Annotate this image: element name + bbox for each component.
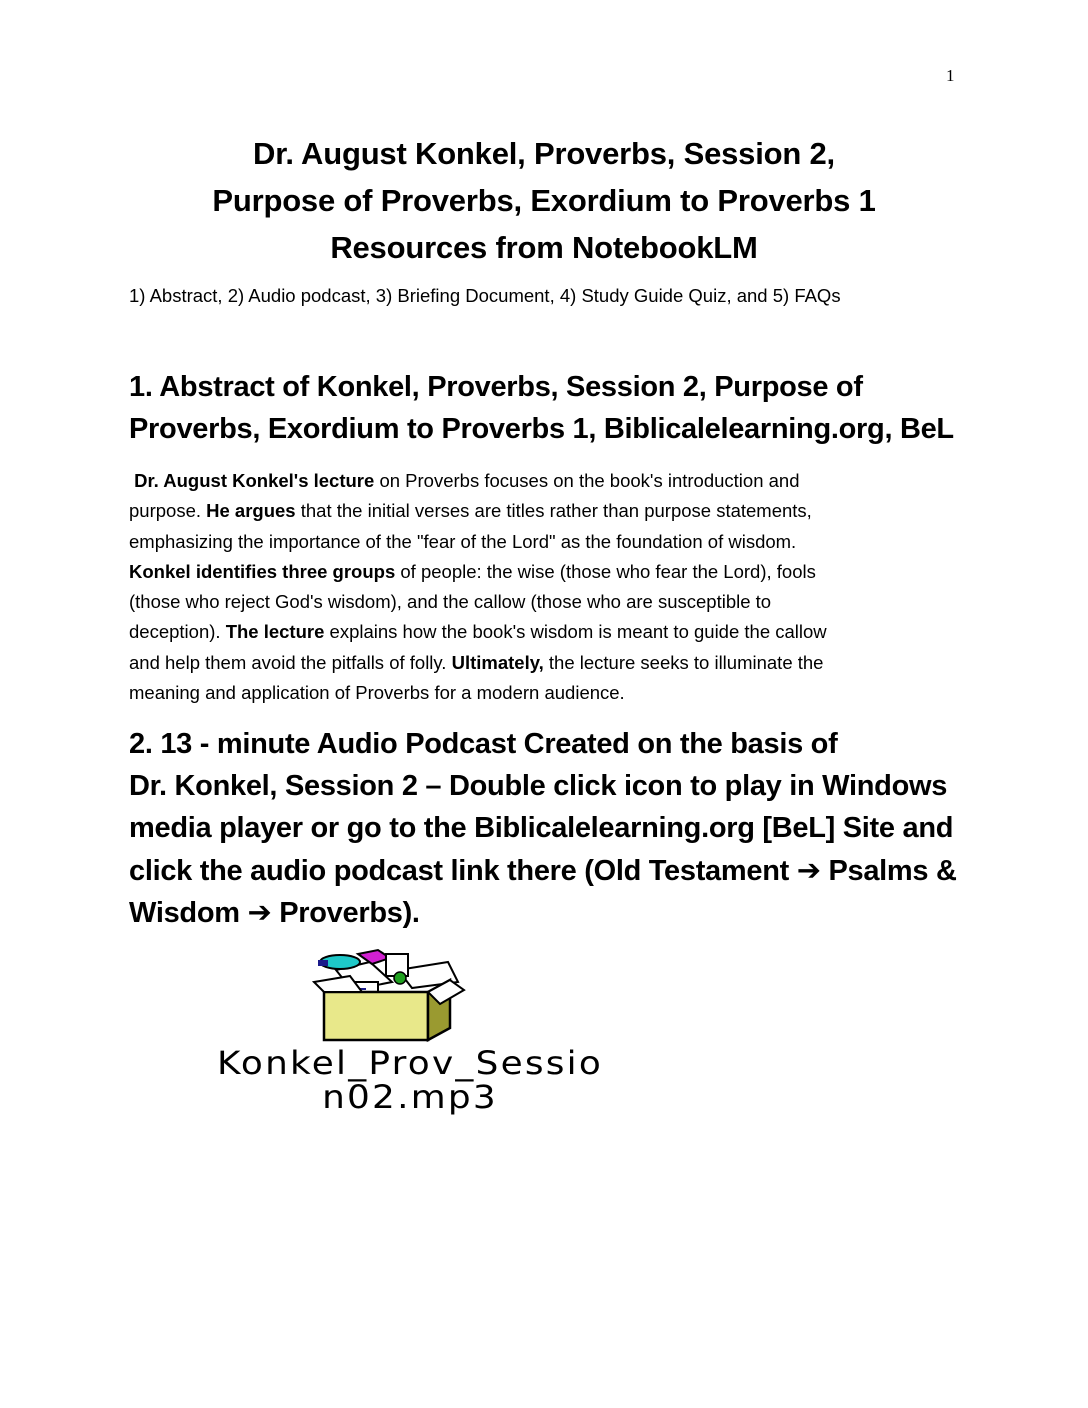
- filename-line-1: Konkel_Prov_Sessio: [216, 1044, 604, 1082]
- abstract-line: emphasizing the importance of the "fear of the Lord" as the foundation of wisdom.: [129, 530, 797, 552]
- title-line-3: Resources from NotebookLM: [330, 230, 758, 265]
- abstract-text: purpose.: [129, 500, 207, 522]
- podcast-heading-line-5: [129, 892, 959, 934]
- abstract-line: [129, 617, 959, 647]
- abstract-text: that the initial verses are titles rather than purpose statements,: [295, 500, 812, 522]
- abstract-bold: He argues: [206, 500, 296, 522]
- arrow-right-icon: ➔: [247, 896, 272, 929]
- abstract-text: the lecture seeks to illuminate the: [543, 651, 824, 673]
- abstract-bold: Ultimately,: [451, 651, 544, 673]
- abstract-heading-line-2: Proverbs, Exordium to Proverbs 1, Biblicalelearning.org, BeL: [129, 413, 954, 445]
- abstract-line: [129, 557, 959, 587]
- arrow-right-icon: ➔: [796, 854, 821, 887]
- abstract-text: deception).: [129, 621, 226, 643]
- abstract-line: [129, 496, 959, 526]
- podcast-heading-line-4: [129, 850, 959, 892]
- abstract-heading-line-1: 1. Abstract of Konkel, Proverbs, Session 2, Purpose of: [129, 371, 863, 403]
- abstract-line: (those who reject God's wisdom), and the callow (those who are susceptible to: [129, 591, 772, 613]
- abstract-text: on Proverbs focuses on the book's introduction and: [374, 470, 800, 491]
- abstract-line: [129, 648, 959, 678]
- abstract-heading: [129, 366, 959, 450]
- abstract-paragraph: [129, 466, 959, 708]
- filename-line-2: n02.mp3: [322, 1078, 498, 1116]
- podcast-text: Wisdom: [129, 896, 248, 929]
- podcast-heading-line-1: 2. 13 - minute Audio Podcast Created on the basis of: [129, 728, 838, 760]
- podcast-heading: [129, 723, 959, 934]
- abstract-bold: Konkel identifies three groups: [129, 560, 396, 582]
- abstract-text: and help them avoid the pitfalls of folly.: [129, 651, 452, 673]
- abstract-text: of people: the wise (those who fear the Lord), fools: [395, 560, 816, 582]
- attachment-filename[interactable]: [130, 1046, 690, 1114]
- resource-list: 1) Abstract, 2) Audio podcast, 3) Briefing Document, 4) Study Guide Quiz, and 5) FAQs: [129, 285, 841, 306]
- title-line-2: Purpose of Proverbs, Exordium to Proverbs 1: [212, 183, 876, 218]
- document-title: [130, 130, 958, 271]
- abstract-line: [129, 466, 959, 496]
- page-number: 1: [946, 66, 955, 85]
- podcast-heading-line-3: media player or go to the Biblicalelearning.org [BeL] Site and: [129, 812, 954, 845]
- abstract-bold: Dr. August Konkel's lecture: [134, 470, 375, 491]
- abstract-bold: The lecture: [225, 621, 325, 643]
- abstract-line: meaning and application of Proverbs for a modern audience.: [129, 682, 625, 704]
- podcast-text: Proverbs).: [271, 896, 420, 929]
- package-icon[interactable]: [300, 948, 470, 1048]
- podcast-text: click the audio podcast link there (Old Testament: [129, 854, 797, 887]
- abstract-text: explains how the book's wisdom is meant to guide the callow: [324, 621, 827, 643]
- podcast-heading-line-2: Dr. Konkel, Session 2 – Double click icon to play in Windows: [129, 770, 948, 803]
- title-line-1: Dr. August Konkel, Proverbs, Session 2,: [253, 136, 835, 171]
- podcast-text: Psalms &: [820, 854, 957, 887]
